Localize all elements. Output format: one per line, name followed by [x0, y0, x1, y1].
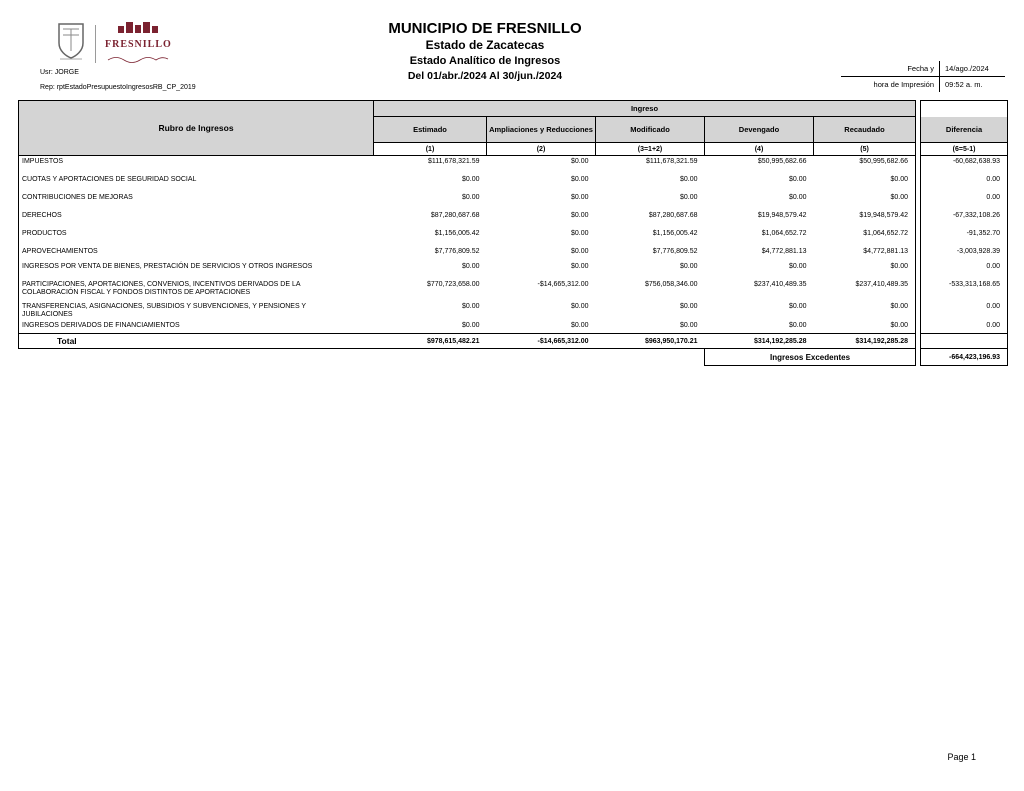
- modificado-value: $7,776,809.52: [652, 247, 698, 255]
- ampliaciones-value: -$14,665,312.00: [537, 280, 589, 288]
- total-modificado: $963,950,170.21: [596, 334, 705, 349]
- recaudado-value: $4,772,881.13: [814, 246, 916, 261]
- table-row: [19, 279, 1008, 301]
- state-subtitle: Estado de Zacatecas: [425, 38, 545, 52]
- print-info: [841, 61, 1005, 92]
- diferencia-value: 0.00: [921, 192, 1008, 210]
- total-devengado: $314,192,285.28: [705, 334, 814, 349]
- diferencia-value: -60,682,638.93: [921, 156, 1008, 174]
- report-period: Del 01/abr./2024 Al 30/jun./2024: [407, 70, 563, 82]
- print-date-label: Fecha y: [841, 61, 939, 77]
- recaudado-value: $0.00: [814, 174, 916, 192]
- meta-left: [40, 69, 196, 91]
- rubro-cell: INGRESOS POR VENTA DE BIENES, PRESTACIÓN DE SERVICIOS Y OTROS INGRESOS: [19, 261, 374, 279]
- diferencia-value: 0.00: [921, 320, 1008, 334]
- table-row: [19, 174, 1008, 192]
- excedentes-value: -664,423,196.93: [921, 349, 1008, 366]
- total-ampliaciones: -$14,665,312.00: [487, 334, 596, 349]
- estimado-value: $111,678,321.59: [427, 158, 480, 165]
- estimado-value: $7,776,809.52: [434, 247, 480, 255]
- column-sub-modificado: (3=1+2): [596, 143, 705, 156]
- estimado-value: $770,723,658.00: [426, 280, 480, 288]
- ingresos-table: [18, 100, 1008, 366]
- ampliaciones-value: $0.00: [570, 158, 589, 165]
- total-recaudado: $314,192,285.28: [814, 334, 916, 349]
- devengado-value: $1,064,652.72: [761, 229, 807, 237]
- table-row: [19, 228, 1008, 246]
- estimado-value: $1,156,005.42: [434, 229, 480, 237]
- buildings-icon: [116, 20, 160, 38]
- ampliaciones-value: $0.00: [570, 262, 589, 270]
- column-header-diferencia: Diferencia: [921, 117, 1008, 143]
- diferencia-value: 0.00: [921, 174, 1008, 192]
- recaudado-value: $0.00: [814, 192, 916, 210]
- modificado-value: $87,280,687.68: [648, 211, 698, 219]
- modificado-value: $0.00: [679, 193, 698, 201]
- page-number: Page 1: [947, 752, 976, 762]
- estimado-value: $0.00: [461, 302, 480, 310]
- table-row: [19, 192, 1008, 210]
- column-sub-recaudado: (5): [814, 143, 916, 156]
- ampliaciones-value: $0.00: [570, 321, 589, 329]
- devengado-value: $0.00: [788, 193, 807, 201]
- devengado-value: $50,995,682.66: [757, 158, 807, 165]
- user-label: Usr: JORGE: [40, 69, 79, 76]
- recaudado-value: $237,410,489.35: [814, 279, 916, 301]
- modificado-value: $0.00: [679, 175, 698, 183]
- table-row: [19, 156, 1008, 174]
- rubro-cell: CUOTAS Y APORTACIONES DE SEGURIDAD SOCIAL: [19, 174, 374, 192]
- rubro-cell: PRODUCTOS: [19, 228, 374, 246]
- diferencia-value: -67,332,108.26: [921, 210, 1008, 228]
- modificado-value: $0.00: [679, 262, 698, 270]
- total-estimado: $978,615,482.21: [374, 334, 487, 349]
- column-header-estimado: Estimado: [374, 117, 487, 143]
- recaudado-value: $0.00: [814, 261, 916, 279]
- logo-divider: [95, 25, 96, 63]
- rubro-cell: CONTRIBUCIONES DE MEJORAS: [19, 192, 374, 210]
- total-diferencia-spacer: [921, 334, 1008, 349]
- column-header-recaudado: Recaudado: [814, 117, 916, 143]
- table-row: [19, 261, 1008, 279]
- recaudado-value: $0.00: [814, 320, 916, 334]
- recaudado-value: $50,995,682.66: [814, 156, 916, 174]
- rubro-header: Rubro de Ingresos: [19, 101, 374, 156]
- modificado-value: $1,156,005.42: [652, 229, 698, 237]
- table-row: [19, 246, 1008, 261]
- column-header-ampliaciones: Ampliaciones y Reducciones: [487, 117, 596, 143]
- print-time-value: 09:52 a. m.: [939, 77, 1005, 92]
- column-sub-devengado: (4): [705, 143, 814, 156]
- ampliaciones-value: $0.00: [570, 302, 589, 310]
- estimado-value: $0.00: [461, 175, 480, 183]
- table-row: [19, 210, 1008, 228]
- excedentes-row: [19, 349, 1008, 366]
- table-header-row-group: [19, 101, 1008, 117]
- report-id-label: Rep: rptEstadoPresupuestoIngresosRB_CP_2019: [40, 84, 196, 91]
- column-sub-ampliaciones: (2): [487, 143, 596, 156]
- diferencia-value: 0.00: [921, 301, 1008, 320]
- fresnillo-logo-text: FRESNILLO: [105, 39, 172, 50]
- total-row: [19, 334, 1008, 349]
- print-date-value: 14/ago./2024: [939, 61, 1005, 77]
- devengado-value: $237,410,489.35: [753, 280, 807, 288]
- header-logos: [56, 20, 172, 68]
- estimado-value: $87,280,687.68: [430, 211, 480, 219]
- diferencia-value: -533,313,168.65: [921, 279, 1008, 301]
- ampliaciones-value: $0.00: [570, 175, 589, 183]
- total-label: Total: [19, 334, 374, 349]
- print-time-label: hora de Impresión: [873, 80, 934, 89]
- rubro-cell: APROVECHAMIENTOS: [19, 246, 374, 261]
- ampliaciones-value: $0.00: [570, 211, 589, 219]
- column-sub-estimado: (1): [374, 143, 487, 156]
- estimado-value: $0.00: [461, 321, 480, 329]
- report-title: MUNICIPIO DE FRESNILLO: [388, 20, 582, 37]
- excedentes-spacer: [19, 349, 705, 366]
- devengado-value: $0.00: [788, 321, 807, 329]
- modificado-value: $111,678,321.59: [645, 158, 698, 165]
- column-header-modificado: Modificado: [596, 117, 705, 143]
- devengado-value: $0.00: [788, 302, 807, 310]
- devengado-value: $0.00: [788, 175, 807, 183]
- rubro-cell: PARTICIPACIONES, APORTACIONES, CONVENIOS, INCENTIVOS DERIVADOS DE LA COLABORACIÓN FISCAL Y FONDOS DISTINTOS DE APORTACIONES: [19, 279, 374, 301]
- diferencia-value: 0.00: [921, 261, 1008, 279]
- devengado-value: $0.00: [788, 262, 807, 270]
- recaudado-value: $1,064,652.72: [814, 228, 916, 246]
- column-sub-diferencia: (6=5-1): [921, 143, 1008, 156]
- rubro-cell: INGRESOS DERIVADOS DE FINANCIAMIENTOS: [19, 320, 374, 334]
- rubro-cell: IMPUESTOS: [19, 156, 374, 174]
- table-row: [19, 320, 1008, 334]
- ampliaciones-value: $0.00: [570, 193, 589, 201]
- rubro-cell: TRANSFERENCIAS, ASIGNACIONES, SUBSIDIOS Y SUBVENCIONES, Y PENSIONES Y JUBILACIONES: [19, 301, 374, 320]
- diferencia-value: -3,003,928.39: [921, 246, 1008, 261]
- ampliaciones-value: $0.00: [570, 247, 589, 255]
- rubro-cell: DERECHOS: [19, 210, 374, 228]
- fresnillo-logo: [105, 20, 172, 68]
- devengado-value: $4,772,881.13: [761, 247, 807, 255]
- municipal-crest-icon: [56, 22, 86, 67]
- recaudado-value: $19,948,579.42: [814, 210, 916, 228]
- ampliaciones-value: $0.00: [570, 229, 589, 237]
- excedentes-label: Ingresos Excedentes: [705, 349, 916, 366]
- table-row: [19, 301, 1008, 320]
- diferencia-header-spacer: [921, 101, 1008, 117]
- report-name: Estado Analítico de Ingresos: [409, 55, 561, 67]
- modificado-value: $0.00: [679, 321, 698, 329]
- recaudado-value: $0.00: [814, 301, 916, 320]
- diferencia-value: -91,352.70: [921, 228, 1008, 246]
- title-block: [165, 20, 805, 82]
- modificado-value: $756,058,346.00: [644, 280, 698, 288]
- script-flourish-icon: [106, 50, 170, 68]
- devengado-value: $19,948,579.42: [757, 211, 807, 219]
- modificado-value: $0.00: [679, 302, 698, 310]
- column-header-devengado: Devengado: [705, 117, 814, 143]
- estimado-value: $0.00: [461, 262, 480, 270]
- estimado-value: $0.00: [461, 193, 480, 201]
- ingreso-group-header: Ingreso: [374, 101, 916, 117]
